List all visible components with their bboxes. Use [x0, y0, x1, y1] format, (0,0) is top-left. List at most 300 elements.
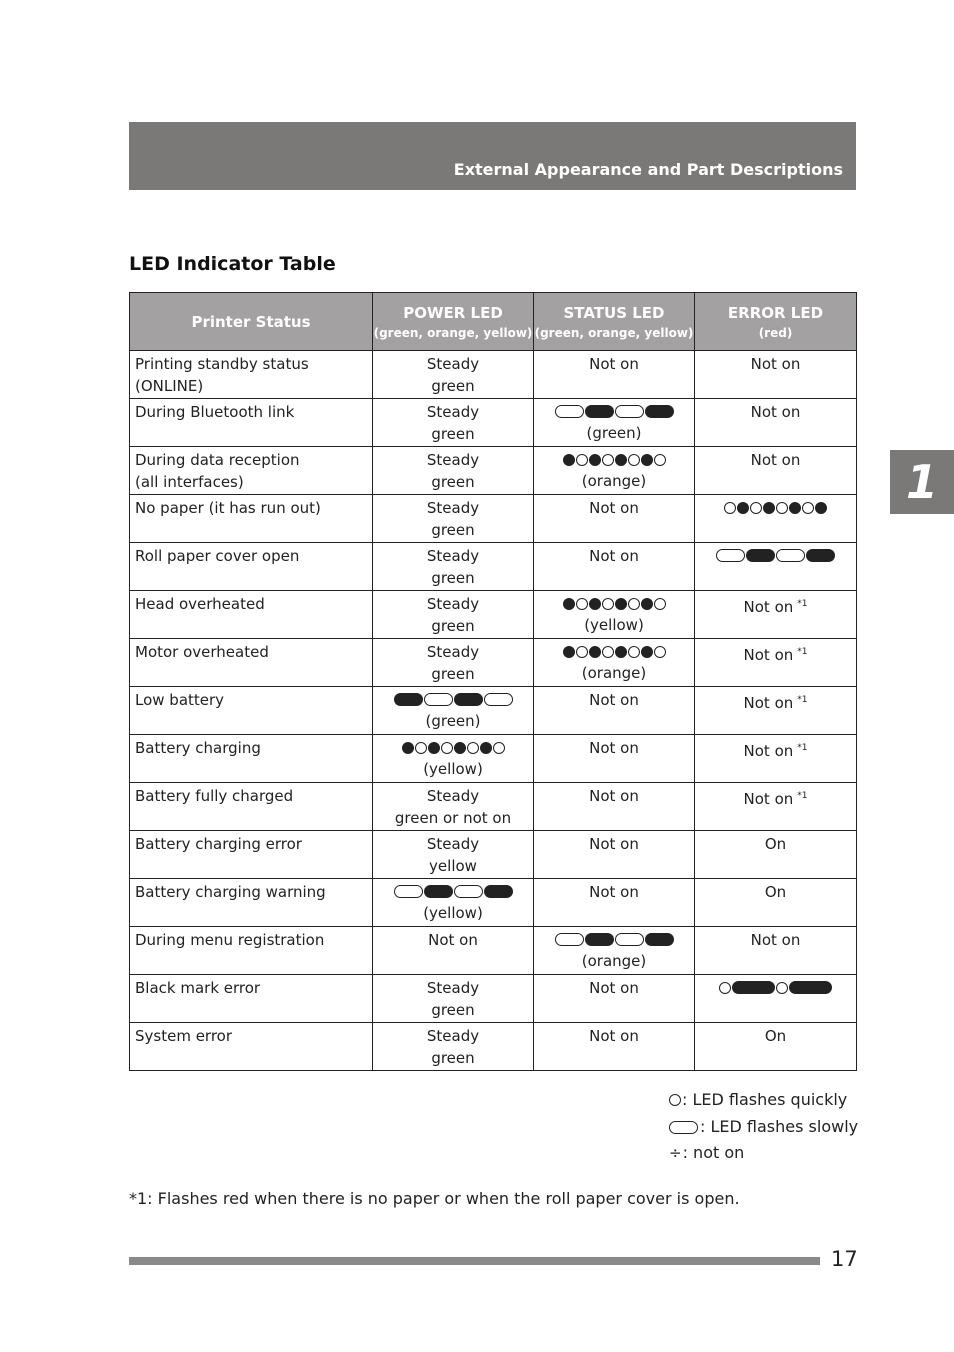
led-off-bar-icon [806, 549, 835, 562]
quick-flash-dot-icon [724, 502, 736, 514]
cell-text: Not on [750, 403, 801, 421]
quick-flash-dot-icon [602, 598, 614, 610]
cell-line [373, 423, 533, 445]
cell-line [373, 1025, 533, 1047]
cell-text: On [764, 835, 787, 853]
status-led-cell [534, 351, 695, 399]
led-off-dot-icon [589, 598, 601, 610]
cell-text: Steady [426, 547, 480, 565]
cell-text: Steady [426, 979, 480, 997]
cell-text: (yellow) [423, 760, 483, 778]
printer-status-cell [130, 975, 373, 1023]
slow-flash-pill-icon [555, 933, 584, 946]
cell-text: Not on [743, 646, 794, 664]
led-off-dot-icon [641, 454, 653, 466]
status-line: Head overheated [135, 595, 265, 613]
status-led-cell [534, 927, 695, 975]
table-row [130, 639, 857, 687]
printer-status-cell [130, 735, 373, 783]
led-pattern [373, 689, 533, 710]
cell-line [695, 881, 856, 903]
cell-text: Steady [426, 595, 480, 613]
status-line: Black mark error [135, 979, 261, 997]
cell-text: Not on [750, 931, 801, 949]
error-led-cell [695, 927, 857, 975]
table-row [130, 399, 857, 447]
led-off-bar-icon [645, 405, 674, 418]
table-row [130, 351, 857, 399]
cell-line [534, 353, 694, 375]
led-off-dot-icon [589, 646, 601, 658]
cell-text: Not on [589, 739, 639, 757]
quick-flash-dot-icon [654, 646, 666, 658]
status-line: (all interfaces) [135, 473, 244, 491]
quick-flash-dot-icon [654, 454, 666, 466]
cell-line [373, 807, 533, 829]
table-row [130, 783, 857, 831]
cell-text: Not on [589, 355, 639, 373]
led-off-dot-icon [563, 454, 575, 466]
error-led-cell [695, 975, 857, 1023]
column-subtitle: (green, orange, yellow) [373, 325, 533, 340]
slow-flash-pill-icon [555, 405, 584, 418]
slow-flash-pill-icon [716, 549, 745, 562]
cell-text: On [764, 883, 787, 901]
cell-text: Not on [743, 598, 794, 616]
status-line: During Bluetooth link [135, 403, 295, 421]
error-led-cell [695, 735, 857, 783]
cell-text: Not on [743, 790, 794, 808]
status-led-cell [534, 687, 695, 735]
cell-text: green [431, 473, 475, 491]
cell-text: green [431, 569, 475, 587]
cell-line [534, 422, 694, 444]
quick-flash-dot-icon [628, 598, 640, 610]
quick-flash-dot-icon [802, 502, 814, 514]
cell-text: Not on [589, 1027, 639, 1045]
column-subtitle: (green, orange, yellow) [534, 325, 694, 340]
table-row [130, 1023, 857, 1071]
error-led-cell [695, 591, 857, 639]
cell-line [534, 881, 694, 903]
cell-line [534, 545, 694, 567]
cell-text: (orange) [581, 664, 647, 682]
page-number: 17 [831, 1247, 858, 1271]
quick-flash-icon [669, 1094, 681, 1106]
led-pattern [373, 737, 533, 758]
cell-line [695, 593, 856, 618]
error-led-cell [695, 399, 857, 447]
legend-not-on-text: : not on [682, 1143, 745, 1162]
error-led-cell [695, 639, 857, 687]
power-led-cell [373, 447, 534, 495]
table-row [130, 687, 857, 735]
status-line: Battery charging [135, 739, 261, 757]
cell-line [373, 471, 533, 493]
error-led-cell [695, 1023, 857, 1071]
status-line: Battery fully charged [135, 787, 294, 805]
cell-line [373, 663, 533, 685]
column-title: POWER LED [403, 303, 503, 322]
chapter-tab: 1 [890, 450, 954, 514]
printer-status-cell [130, 831, 373, 879]
led-pattern [534, 593, 694, 614]
cell-line [373, 567, 533, 589]
table-row [130, 543, 857, 591]
cell-line [695, 929, 856, 951]
led-off-dot-icon [402, 742, 414, 754]
cell-line [373, 999, 533, 1021]
cell-text: Not on [589, 691, 639, 709]
footnote-ref: *1 [797, 695, 808, 705]
cell-line [373, 758, 533, 780]
cell-line [373, 1047, 533, 1069]
quick-flash-dot-icon [576, 454, 588, 466]
legend-not-on [669, 1143, 744, 1163]
led-pattern [695, 977, 856, 998]
quick-flash-dot-icon [467, 742, 479, 754]
power-led-cell [373, 543, 534, 591]
cell-text: On [764, 1027, 787, 1045]
cell-text: green [431, 1049, 475, 1067]
cell-text: Not on [750, 355, 801, 373]
status-led-cell [534, 543, 695, 591]
column-subtitle: (red) [758, 325, 793, 340]
error-led-cell [695, 687, 857, 735]
cell-text: Steady [426, 403, 480, 421]
cell-text: Not on [589, 547, 639, 565]
printer-status-cell [130, 351, 373, 399]
cell-line [373, 375, 533, 397]
quick-flash-dot-icon [493, 742, 505, 754]
status-led-cell [534, 399, 695, 447]
column-title: ERROR LED [727, 303, 824, 322]
led-off-dot-icon [615, 598, 627, 610]
footnote-ref: *1 [797, 599, 808, 609]
printer-status-cell [130, 687, 373, 735]
led-off-bar-icon [585, 405, 614, 418]
cell-line [373, 401, 533, 423]
led-off-bar-icon [746, 549, 775, 562]
printer-status-cell [130, 591, 373, 639]
status-led-cell [534, 975, 695, 1023]
printer-status-cell [130, 1023, 373, 1071]
cell-line [373, 545, 533, 567]
cell-line [534, 833, 694, 855]
led-off-bar-icon [645, 933, 674, 946]
header-error-led [695, 293, 857, 351]
cell-line [695, 785, 856, 810]
led-off-dot-icon [737, 502, 749, 514]
error-led-cell [695, 351, 857, 399]
table-row [130, 495, 857, 543]
slow-flash-icon [669, 1121, 698, 1134]
power-led-cell [373, 879, 534, 927]
status-line: Roll paper cover open [135, 547, 300, 565]
led-pattern [534, 401, 694, 422]
cell-line [373, 353, 533, 375]
cell-text: green [431, 1001, 475, 1019]
table-row [130, 975, 857, 1023]
header-title: External Appearance and Part Descriptions [453, 160, 843, 179]
cell-text: Steady [426, 1027, 480, 1045]
cell-text: Not on [743, 742, 794, 760]
cell-line [373, 902, 533, 924]
printer-status-cell [130, 399, 373, 447]
table-header-row [130, 293, 857, 351]
cell-line [373, 929, 533, 951]
quick-flash-dot-icon [441, 742, 453, 754]
power-led-cell [373, 1023, 534, 1071]
cell-line [373, 449, 533, 471]
status-line: Battery charging warning [135, 883, 326, 901]
status-led-cell [534, 447, 695, 495]
led-off-dot-icon [789, 502, 801, 514]
cell-line [534, 1025, 694, 1047]
led-off-bar-icon [454, 693, 483, 706]
quick-flash-dot-icon [719, 982, 731, 994]
power-led-cell [373, 495, 534, 543]
legend-slow-text: : LED flashes slowly [700, 1117, 859, 1136]
printer-status-cell [130, 543, 373, 591]
cell-text: Not on [589, 787, 639, 805]
header-printer-status [130, 293, 373, 351]
led-pattern [534, 449, 694, 470]
cell-text: green [431, 521, 475, 539]
quick-flash-dot-icon [415, 742, 427, 754]
cell-line [695, 737, 856, 762]
quick-flash-dot-icon [750, 502, 762, 514]
cell-line [373, 855, 533, 877]
printer-status-cell [130, 927, 373, 975]
printer-status-cell [130, 447, 373, 495]
power-led-cell [373, 927, 534, 975]
led-off-dot-icon [563, 646, 575, 658]
status-led-cell [534, 1023, 695, 1071]
table-row [130, 831, 857, 879]
led-off-bar-icon [424, 885, 453, 898]
cell-line [373, 641, 533, 663]
cell-text: green [431, 425, 475, 443]
cell-text: (yellow) [584, 616, 644, 634]
error-led-cell [695, 447, 857, 495]
cell-line [534, 977, 694, 999]
slow-flash-pill-icon [484, 693, 513, 706]
led-off-dot-icon [615, 454, 627, 466]
led-off-dot-icon [428, 742, 440, 754]
error-led-cell [695, 783, 857, 831]
cell-text: Steady [426, 835, 480, 853]
status-line: Battery charging error [135, 835, 302, 853]
error-led-cell [695, 879, 857, 927]
led-pattern [695, 545, 856, 566]
printer-status-cell [130, 783, 373, 831]
status-led-cell [534, 735, 695, 783]
slow-flash-pill-icon [424, 693, 453, 706]
status-line: No paper (it has run out) [135, 499, 321, 517]
cell-line [534, 785, 694, 807]
cell-text: Steady [426, 643, 480, 661]
cell-line [373, 977, 533, 999]
column-title: Printer Status [191, 312, 311, 331]
legend-quick [669, 1090, 847, 1110]
cell-text: Steady [426, 355, 480, 373]
error-led-cell [695, 543, 857, 591]
cell-line [695, 353, 856, 375]
led-off-dot-icon [641, 598, 653, 610]
cell-line [695, 833, 856, 855]
status-line: Printing standby status [135, 355, 309, 373]
cell-text: Not on [589, 883, 639, 901]
legend-slow [669, 1117, 858, 1137]
led-off-dot-icon [615, 646, 627, 658]
header-status-led [534, 293, 695, 351]
led-off-dot-icon [563, 598, 575, 610]
cell-text: (yellow) [423, 904, 483, 922]
cell-text: Not on [589, 979, 639, 997]
quick-flash-dot-icon [776, 502, 788, 514]
cell-text: Steady [426, 499, 480, 517]
error-led-cell [695, 495, 857, 543]
table-row [130, 447, 857, 495]
status-line: System error [135, 1027, 233, 1045]
power-led-cell [373, 687, 534, 735]
cell-line [534, 497, 694, 519]
quick-flash-dot-icon [654, 598, 666, 610]
cell-text: (orange) [581, 952, 647, 970]
slow-flash-pill-icon [615, 933, 644, 946]
led-pattern [373, 881, 533, 902]
cell-text: Not on [750, 451, 801, 469]
led-pattern [534, 641, 694, 662]
table-row [130, 735, 857, 783]
column-title: STATUS LED [563, 303, 665, 322]
led-off-bar-icon [394, 693, 423, 706]
power-led-cell [373, 783, 534, 831]
quick-flash-dot-icon [602, 454, 614, 466]
power-led-cell [373, 975, 534, 1023]
cell-text: green [431, 377, 475, 395]
cell-text: Not on [743, 694, 794, 712]
status-led-cell [534, 639, 695, 687]
table-row [130, 591, 857, 639]
power-led-cell [373, 735, 534, 783]
cell-line [373, 615, 533, 637]
quick-flash-dot-icon [576, 598, 588, 610]
section-title: LED Indicator Table [129, 253, 336, 275]
cell-line [534, 662, 694, 684]
cell-line [534, 614, 694, 636]
cell-text: (green) [586, 424, 642, 442]
cell-line [695, 1025, 856, 1047]
cell-text: Not on [589, 499, 639, 517]
table-header [130, 293, 857, 351]
slow-flash-pill-icon [615, 405, 644, 418]
cell-line [373, 710, 533, 732]
power-led-cell [373, 591, 534, 639]
cell-line [534, 689, 694, 711]
slow-flash-pill-icon [394, 885, 423, 898]
cell-line [695, 689, 856, 714]
status-line: (ONLINE) [135, 377, 204, 395]
footer-bar [129, 1257, 820, 1265]
footnote-ref: *1 [797, 647, 808, 657]
cell-line [373, 497, 533, 519]
led-off-dot-icon [763, 502, 775, 514]
status-line: During data reception [135, 451, 300, 469]
cell-text: Steady [426, 787, 480, 805]
led-off-bar-icon [484, 885, 513, 898]
cell-text: Not on [589, 835, 639, 853]
slow-flash-pill-icon [776, 549, 805, 562]
quick-flash-dot-icon [602, 646, 614, 658]
cell-line [695, 401, 856, 423]
quick-flash-dot-icon [576, 646, 588, 658]
cell-line [373, 785, 533, 807]
cell-text: (green) [425, 712, 481, 730]
cell-line [534, 737, 694, 759]
led-off-bar-icon [789, 981, 832, 994]
led-off-dot-icon [480, 742, 492, 754]
status-led-cell [534, 783, 695, 831]
table-row [130, 927, 857, 975]
printer-status-cell [130, 495, 373, 543]
status-led-cell [534, 495, 695, 543]
cell-text: green [431, 665, 475, 683]
led-off-dot-icon [815, 502, 827, 514]
power-led-cell [373, 831, 534, 879]
status-line: During menu registration [135, 931, 325, 949]
header-power-led [373, 293, 534, 351]
footnote-ref: *1 [797, 791, 808, 801]
led-off-bar-icon [585, 933, 614, 946]
led-off-dot-icon [454, 742, 466, 754]
cell-text: Steady [426, 451, 480, 469]
cell-line [534, 950, 694, 972]
table-body [130, 351, 857, 1071]
led-indicator-table [129, 292, 857, 1071]
error-led-cell [695, 831, 857, 879]
status-led-cell [534, 879, 695, 927]
cell-text: Not on [428, 931, 478, 949]
cell-line [373, 519, 533, 541]
quick-flash-dot-icon [628, 454, 640, 466]
led-off-bar-icon [732, 981, 775, 994]
quick-flash-dot-icon [776, 982, 788, 994]
led-off-dot-icon [641, 646, 653, 658]
footnote: *1: Flashes red when there is no paper or when the roll paper cover is open. [129, 1189, 740, 1208]
footnote-ref: *1 [797, 743, 808, 753]
status-line: Motor overheated [135, 643, 269, 661]
cell-line [373, 593, 533, 615]
printer-status-cell [130, 879, 373, 927]
cell-text: yellow [429, 857, 477, 875]
power-led-cell [373, 639, 534, 687]
cell-line [534, 470, 694, 492]
slow-flash-pill-icon [454, 885, 483, 898]
table-row [130, 879, 857, 927]
status-led-cell [534, 831, 695, 879]
legend-quick-text: : LED flashes quickly [682, 1090, 848, 1109]
power-led-cell [373, 399, 534, 447]
cell-line [695, 449, 856, 471]
power-led-cell [373, 351, 534, 399]
quick-flash-dot-icon [628, 646, 640, 658]
cell-line [695, 641, 856, 666]
led-pattern [534, 929, 694, 950]
not-on-icon: ÷ [669, 1144, 682, 1162]
led-pattern [695, 497, 856, 518]
